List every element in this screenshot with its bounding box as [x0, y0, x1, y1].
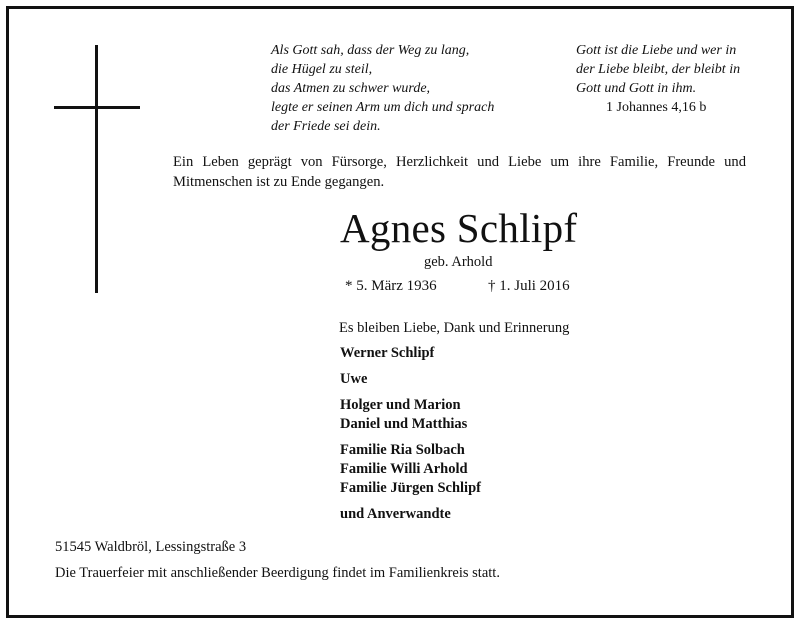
mourner-name: Familie Jürgen Schlipf [340, 480, 481, 496]
cross-horizontal-bar [54, 106, 140, 109]
address: 51545 Waldbröl, Lessingstraße 3 [55, 539, 247, 555]
poem-right [576, 41, 740, 98]
deceased-name: Agnes Schlipf [340, 205, 578, 251]
poem-line: Gott und Gott in ihm. [576, 81, 697, 96]
mourner-name: Familie Ria Solbach [340, 442, 465, 458]
mourner-name: Daniel und Matthias [340, 416, 468, 432]
birth-date: * 5. März 1936 [345, 278, 437, 294]
intro-text: Ein Leben geprägt von Fürsorge, Herzlichkeit und Liebe um ihre Familie, Freunde und Mitmenschen ist zu Ende gegangen. [173, 154, 746, 190]
bible-reference: 1 Johannes 4,16 b [606, 100, 707, 115]
poem-left [271, 41, 494, 136]
poem-line: der Liebe bleibt, der bleibt in [576, 62, 741, 77]
mourners-intro: Es bleiben Liebe, Dank und Erinnerung [339, 320, 570, 336]
maiden-name: geb. Arhold [424, 254, 493, 270]
funeral-note: Die Trauerfeier mit anschließender Beerdigung findet im Familienkreis statt. [55, 565, 500, 581]
death-date: † 1. Juli 2016 [488, 278, 570, 294]
cross-vertical-bar [95, 45, 98, 293]
poem-line: die Hügel zu steil, [271, 62, 373, 77]
mourner-name: Werner Schlipf [340, 345, 435, 361]
mourner-name: Familie Willi Arhold [340, 461, 468, 477]
poem-line: legte er seinen Arm um dich und sprach [271, 100, 495, 115]
mourner-name: Holger und Marion [340, 397, 461, 413]
mourner-name: Uwe [340, 371, 368, 387]
poem-line: Gott ist die Liebe und wer in [576, 43, 737, 58]
poem-line: Als Gott sah, dass der Weg zu lang, [271, 43, 470, 58]
poem-line: das Atmen zu schwer wurde, [271, 81, 431, 96]
mourner-name: und Anverwandte [340, 506, 451, 522]
poem-line: der Friede sei dein. [271, 119, 381, 134]
